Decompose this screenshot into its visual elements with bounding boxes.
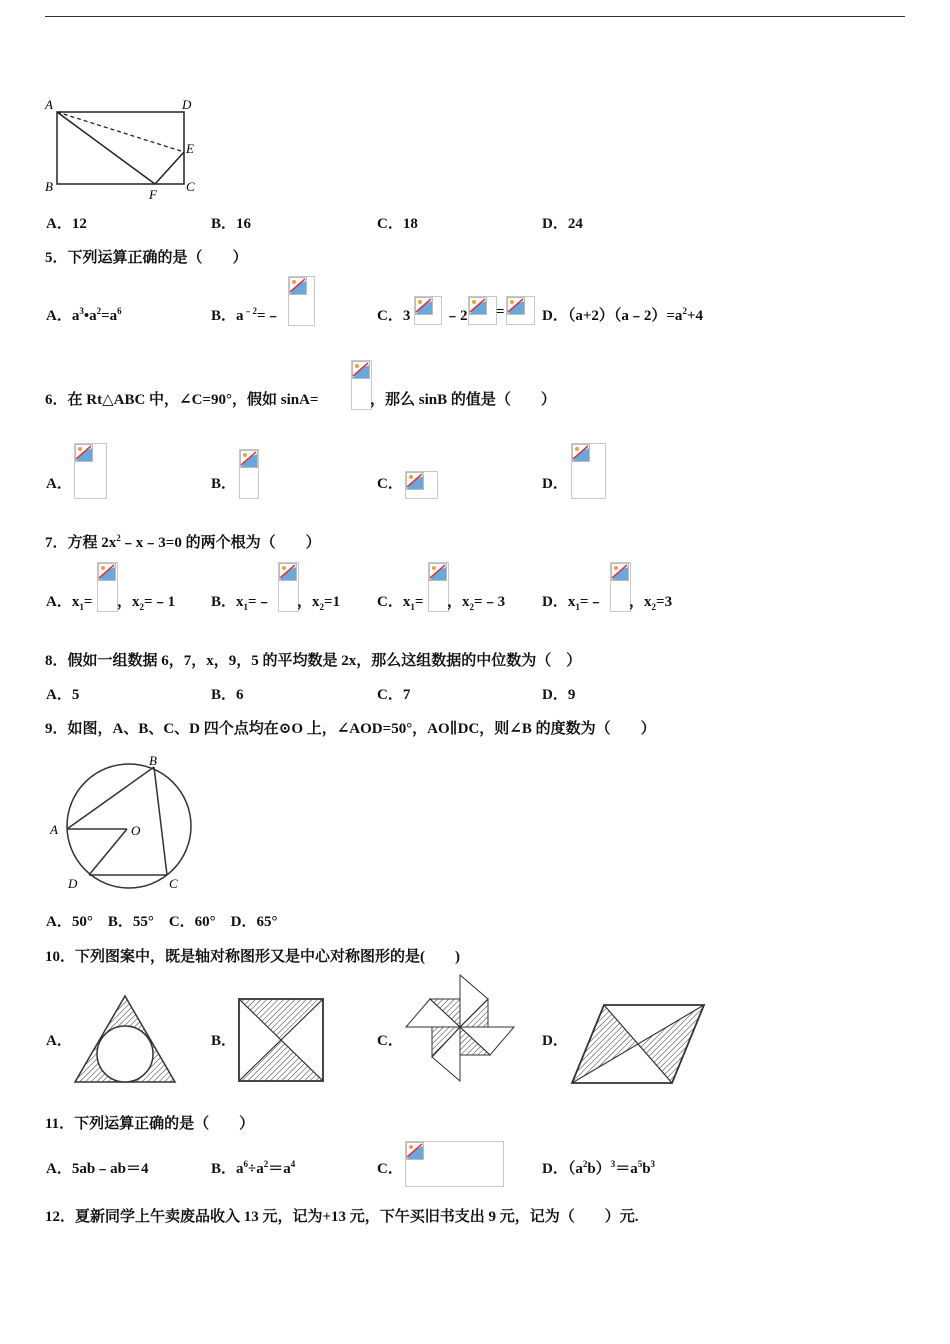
broken-image-icon	[239, 449, 259, 499]
q10-figure-c-pinwheel	[402, 972, 518, 1084]
q5-option-c-eq: =	[496, 304, 505, 320]
broken-image-icon	[571, 443, 606, 499]
q7-option-a-part2: ，$x_2=﹣1$	[117, 594, 176, 612]
q5-option-d: D．$(a+2)(a﹣2)=a^2+4$	[542, 306, 703, 324]
broken-image-icon	[405, 471, 438, 499]
q8-option-b: B．6	[211, 687, 244, 703]
q4-option-c: C．18	[377, 216, 418, 232]
broken-image-icon	[414, 296, 442, 325]
q5-option-c: C．3	[377, 308, 411, 324]
q12-stem: 12．夏新同学上午卖废品收入 13 元，记为+13 元，下午买旧书支出 9 元，记为（ ）元.	[45, 1209, 639, 1225]
broken-image-icon	[405, 1141, 504, 1187]
q10-option-c: C．	[377, 1033, 403, 1049]
q11-option-a: A．5ab﹣ab＝4	[46, 1161, 149, 1177]
q10-figure-b-square	[236, 996, 326, 1084]
label-b: B	[149, 753, 157, 768]
q6-option-c: C．	[377, 476, 403, 492]
label-f: F	[149, 187, 157, 202]
q8-stem: 8．假如一组数据 6，7，x，9，5 的平均数是 2x，那么这组数据的中位数为（ ）	[45, 653, 582, 669]
q10-option-a: A．	[46, 1033, 72, 1049]
q11-option-c: C．	[377, 1161, 403, 1177]
q11-option-d: D．$(a^2b)^3=a^5b^3$	[542, 1159, 656, 1177]
q4-option-b: B．16	[211, 216, 252, 232]
q7-option-d-part1: D．$x_1=﹣$	[542, 594, 604, 612]
q4-option-a: A．12	[46, 216, 87, 232]
q4-option-d: D．24	[542, 216, 583, 232]
label-c: C	[169, 876, 178, 891]
q8-option-d: D．9	[542, 687, 576, 703]
q7-option-b-part2: ，$x_2=1$	[297, 594, 341, 612]
broken-image-icon	[288, 276, 315, 326]
q5-stem: 5．下列运算正确的是（ ）	[45, 250, 248, 266]
broken-image-icon	[468, 296, 497, 325]
q6-stem-part1: 6．在 Rt△ABC 中，∠C=90°，假如 sinA=	[45, 392, 319, 408]
q11-option-b: B．$a^6\div a^2=a^4$	[211, 1159, 296, 1177]
q9-circle-figure	[45, 748, 195, 896]
q10-figure-a-triangle	[72, 993, 178, 1085]
broken-image-icon	[278, 562, 299, 612]
q10-figure-d-parallelogram	[568, 1001, 708, 1087]
q11-stem: 11．下列运算正确的是（ ）	[45, 1116, 255, 1132]
q6-stem-part2: ，那么 sinB 的值是（ ）	[370, 392, 556, 408]
broken-image-icon	[74, 443, 107, 499]
q9-stem: 9．如图，A、B、C、D 四个点均在⊙O 上，∠AOD=50°，AO∥DC，则∠B 的度数为（ ）	[45, 721, 656, 737]
q10-stem: 10．下列图案中，既是轴对称图形又是中心对称图形的是( )	[45, 949, 460, 965]
q7-option-b-part1: B．$x_1=﹣$	[211, 594, 272, 612]
q5-option-c-minus: ﹣2	[445, 308, 468, 324]
header-rule	[45, 16, 905, 17]
label-a: A	[45, 97, 53, 112]
q6-option-b: B．	[211, 476, 237, 492]
q5-option-a: A．$a^3•a^2=a^6$	[46, 306, 122, 324]
broken-image-icon	[506, 296, 535, 325]
label-o: O	[131, 823, 141, 838]
q9-options: A．50° B．55° C．60° D．65°	[46, 914, 278, 930]
label-d: D	[182, 97, 192, 112]
q7-option-d-part2: ，$x_2=3$	[629, 594, 673, 612]
label-a: A	[50, 822, 58, 837]
q7-option-a-part1: A．$x_1=$	[46, 594, 93, 612]
broken-image-icon	[97, 562, 118, 612]
label-d: D	[68, 876, 78, 891]
q8-option-c: C．7	[377, 687, 411, 703]
broken-image-icon	[351, 360, 372, 410]
q4-rectangle-figure	[42, 95, 212, 205]
q8-option-a: A．5	[46, 687, 80, 703]
label-e: E	[186, 141, 194, 156]
q5-option-b: B．$a^{﹣2}=﹣$	[211, 306, 281, 324]
q7-option-c-part2: ，$x_2=﹣3$	[447, 594, 506, 612]
q10-option-b: B．	[211, 1033, 237, 1049]
label-b: B	[45, 179, 53, 194]
q7-stem: 7．方程 $2x^2﹣x﹣3=0$ 的两个根为（ ）	[45, 533, 321, 551]
q10-option-d: D．	[542, 1033, 568, 1049]
label-c: C	[186, 179, 195, 194]
broken-image-icon	[610, 562, 631, 612]
q7-option-c-part1: C．$x_1=$	[377, 594, 424, 612]
broken-image-icon	[428, 562, 449, 612]
q6-option-d: D．	[542, 476, 568, 492]
q6-option-a: A．	[46, 476, 72, 492]
